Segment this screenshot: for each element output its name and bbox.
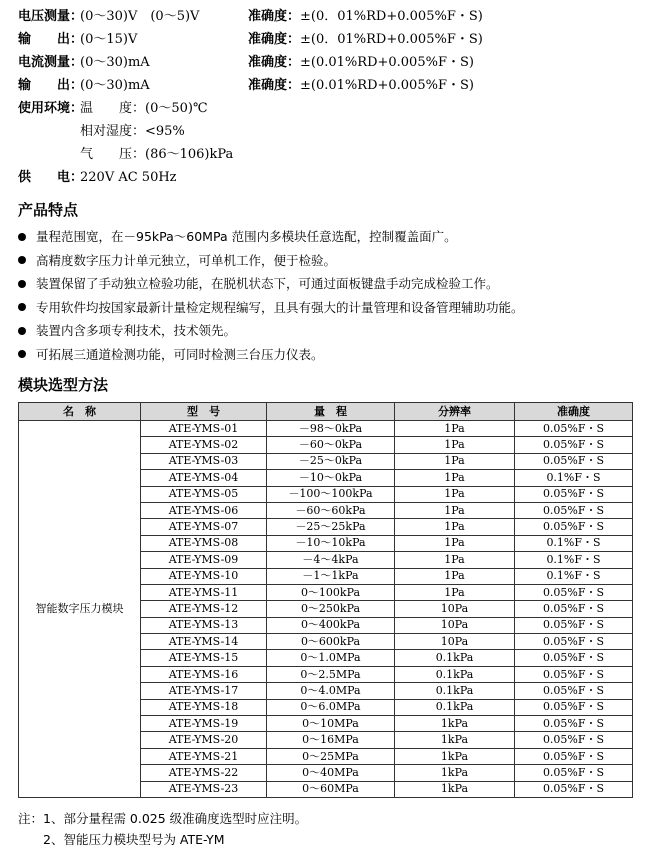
resolution-cell: 10Pa bbox=[395, 634, 515, 650]
humidity-value: 相对湿度：<95% bbox=[80, 124, 185, 139]
spec-value: (0～30)mA bbox=[80, 78, 150, 93]
table-body bbox=[19, 421, 633, 798]
resolution-cell: 1kPa bbox=[395, 716, 515, 732]
range-cell: －25～0kPa bbox=[267, 453, 395, 469]
model-cell: ATE-YMS-16 bbox=[141, 666, 267, 682]
feature-text: 量程范围宽，在－95kPa～60MPa 范围内多模块任意选配，控制覆盖面广。 bbox=[36, 229, 457, 244]
resolution-cell: 0.1kPa bbox=[395, 650, 515, 666]
accuracy-value: ±(0．01%RD+0.005%F・S) bbox=[300, 9, 483, 24]
feature-item bbox=[18, 225, 638, 249]
spec-label: 电流测量： bbox=[18, 55, 84, 70]
header-resolution: 分辨率 bbox=[395, 403, 515, 421]
spec-label: 电压测量： bbox=[18, 9, 84, 24]
resolution-cell: 1Pa bbox=[395, 486, 515, 502]
note-1: 注：1、部分量程需 0.025 级准确度选型时应注明。 bbox=[18, 811, 308, 826]
temperature-value: 温 度：(0～50)℃ bbox=[80, 101, 208, 116]
range-cell: －1～1kPa bbox=[267, 568, 395, 584]
spec-label: 输 出： bbox=[18, 78, 84, 93]
accuracy-cell: 0.05%F・S bbox=[515, 732, 633, 748]
model-cell: ATE-YMS-21 bbox=[141, 748, 267, 764]
model-cell: ATE-YMS-19 bbox=[141, 716, 267, 732]
spec-accuracy bbox=[248, 6, 483, 28]
accuracy-cell: 0.05%F・S bbox=[515, 601, 633, 617]
bullet-icon bbox=[18, 327, 26, 335]
accuracy-cell: 0.05%F・S bbox=[515, 584, 633, 600]
feature-item bbox=[18, 296, 638, 320]
header-name: 名 称 bbox=[19, 403, 141, 421]
selection-title: 模块选型方法 bbox=[18, 376, 109, 394]
spec-label: 输 出： bbox=[18, 32, 84, 47]
resolution-cell: 10Pa bbox=[395, 601, 515, 617]
range-cell: －100～100kPa bbox=[267, 486, 395, 502]
spec-accuracy bbox=[248, 75, 474, 97]
range-cell: 0～400kPa bbox=[267, 617, 395, 633]
features-title: 产品特点 bbox=[18, 201, 79, 219]
model-cell: ATE-YMS-22 bbox=[141, 765, 267, 781]
resolution-cell: 1kPa bbox=[395, 748, 515, 764]
accuracy-value: ±(0．01%RD+0.005%F・S) bbox=[300, 32, 483, 47]
model-table bbox=[18, 402, 633, 798]
range-cell: －25～25kPa bbox=[267, 519, 395, 535]
range-cell: －10～0kPa bbox=[267, 470, 395, 486]
accuracy-cell: 0.05%F・S bbox=[515, 453, 633, 469]
model-cell: ATE-YMS-18 bbox=[141, 699, 267, 715]
range-cell: 0～10MPa bbox=[267, 716, 395, 732]
resolution-cell: 1Pa bbox=[395, 552, 515, 568]
model-cell: ATE-YMS-11 bbox=[141, 584, 267, 600]
spec-value: (0～30)mA bbox=[80, 55, 150, 70]
resolution-cell: 0.1kPa bbox=[395, 683, 515, 699]
accuracy-value: ±(0.01%RD+0.005%F・S) bbox=[300, 78, 474, 93]
spec-accuracy bbox=[248, 52, 474, 74]
header-model: 型 号 bbox=[141, 403, 267, 421]
range-cell: 0～2.5MPa bbox=[267, 666, 395, 682]
range-cell: 0～60MPa bbox=[267, 781, 395, 797]
accuracy-cell: 0.05%F・S bbox=[515, 699, 633, 715]
accuracy-cell: 0.05%F・S bbox=[515, 666, 633, 682]
resolution-cell: 0.1kPa bbox=[395, 699, 515, 715]
accuracy-label: 准确度： bbox=[248, 78, 301, 93]
feature-text: 装置内含多项专利技术，技术领先。 bbox=[36, 323, 237, 339]
header-accuracy: 准确度 bbox=[515, 403, 633, 421]
features-list bbox=[18, 225, 638, 367]
notes bbox=[18, 808, 307, 850]
range-cell: －4～4kPa bbox=[267, 552, 395, 568]
accuracy-cell: 0.05%F・S bbox=[515, 765, 633, 781]
model-cell: ATE-YMS-03 bbox=[141, 453, 267, 469]
range-cell: 0～25MPa bbox=[267, 748, 395, 764]
model-cell: ATE-YMS-09 bbox=[141, 552, 267, 568]
model-cell: ATE-YMS-20 bbox=[141, 732, 267, 748]
resolution-cell: 1Pa bbox=[395, 453, 515, 469]
accuracy-cell: 0.05%F・S bbox=[515, 716, 633, 732]
range-cell: 0～40MPa bbox=[267, 765, 395, 781]
range-cell: 0～100kPa bbox=[267, 584, 395, 600]
bullet-icon bbox=[18, 256, 26, 264]
range-cell: 0～16MPa bbox=[267, 732, 395, 748]
accuracy-label: 准确度： bbox=[248, 9, 301, 24]
pressure-value: 气 压：(86～106)kPa bbox=[80, 147, 234, 162]
range-cell: －98～0kPa bbox=[267, 421, 395, 437]
feature-text: 高精度数字压力计单元独立，可单机工作，便于检验。 bbox=[36, 252, 337, 268]
range-cell: －60～60kPa bbox=[267, 502, 395, 518]
spec-accuracy bbox=[248, 29, 483, 51]
range-cell: 0～600kPa bbox=[267, 634, 395, 650]
accuracy-cell: 0.1%F・S bbox=[515, 535, 633, 551]
range-cell: －10～10kPa bbox=[267, 535, 395, 551]
model-cell: ATE-YMS-23 bbox=[141, 781, 267, 797]
resolution-cell: 1kPa bbox=[395, 781, 515, 797]
spec-value: (0～15)V bbox=[80, 32, 138, 47]
accuracy-cell: 0.05%F・S bbox=[515, 781, 633, 797]
environment-label: 使用环境： bbox=[18, 101, 84, 116]
accuracy-cell: 0.05%F・S bbox=[515, 748, 633, 764]
resolution-cell: 1Pa bbox=[395, 437, 515, 453]
resolution-cell: 1Pa bbox=[395, 519, 515, 535]
resolution-cell: 1Pa bbox=[395, 470, 515, 486]
model-cell: ATE-YMS-08 bbox=[141, 535, 267, 551]
resolution-cell: 1Pa bbox=[395, 568, 515, 584]
model-cell: ATE-YMS-15 bbox=[141, 650, 267, 666]
accuracy-cell: 0.05%F・S bbox=[515, 617, 633, 633]
bullet-icon bbox=[18, 303, 26, 311]
model-cell: ATE-YMS-06 bbox=[141, 502, 267, 518]
accuracy-cell: 0.05%F・S bbox=[515, 683, 633, 699]
accuracy-cell: 0.05%F・S bbox=[515, 437, 633, 453]
group-name-cell: 智能数字压力模块 bbox=[19, 421, 141, 798]
accuracy-cell: 0.05%F・S bbox=[515, 486, 633, 502]
feature-text: 专用软件均按国家最新计量检定规程编写，且具有强大的计量管理和设备管理辅助功能。 bbox=[36, 299, 524, 315]
bullet-icon bbox=[18, 233, 26, 241]
resolution-cell: 0.1kPa bbox=[395, 666, 515, 682]
model-cell: ATE-YMS-01 bbox=[141, 421, 267, 437]
accuracy-value: ±(0.01%RD+0.005%F・S) bbox=[300, 55, 474, 70]
resolution-cell: 1Pa bbox=[395, 584, 515, 600]
feature-text: 可拓展三通道检测功能，可同时检测三台压力仪表。 bbox=[36, 346, 324, 362]
header-range: 量 程 bbox=[267, 403, 395, 421]
feature-text: 装置保留了手动独立检验功能，在脱机状态下，可通过面板键盘手动完成检验工作。 bbox=[36, 276, 499, 292]
feature-item bbox=[18, 272, 638, 296]
resolution-cell: 10Pa bbox=[395, 617, 515, 633]
resolution-cell: 1Pa bbox=[395, 535, 515, 551]
range-cell: 0～6.0MPa bbox=[267, 699, 395, 715]
accuracy-label: 准确度： bbox=[248, 32, 301, 47]
accuracy-cell: 0.05%F・S bbox=[515, 650, 633, 666]
model-cell: ATE-YMS-12 bbox=[141, 601, 267, 617]
feature-item bbox=[18, 343, 638, 367]
feature-item bbox=[18, 249, 638, 273]
accuracy-cell: 0.1%F・S bbox=[515, 552, 633, 568]
range-cell: 0～4.0MPa bbox=[267, 683, 395, 699]
note-2: 2、智能压力模块型号为 ATE-YM bbox=[18, 832, 225, 847]
model-cell: ATE-YMS-10 bbox=[141, 568, 267, 584]
accuracy-cell: 0.05%F・S bbox=[515, 421, 633, 437]
resolution-cell: 1Pa bbox=[395, 421, 515, 437]
model-cell: ATE-YMS-02 bbox=[141, 437, 267, 453]
accuracy-cell: 0.1%F・S bbox=[515, 470, 633, 486]
range-cell: 0～1.0MPa bbox=[267, 650, 395, 666]
resolution-cell: 1kPa bbox=[395, 732, 515, 748]
accuracy-cell: 0.1%F・S bbox=[515, 568, 633, 584]
accuracy-label: 准确度： bbox=[248, 55, 301, 70]
accuracy-cell: 0.05%F・S bbox=[515, 519, 633, 535]
range-cell: －60～0kPa bbox=[267, 437, 395, 453]
accuracy-cell: 0.05%F・S bbox=[515, 634, 633, 650]
model-cell: ATE-YMS-05 bbox=[141, 486, 267, 502]
model-cell: ATE-YMS-07 bbox=[141, 519, 267, 535]
table-header-row bbox=[19, 403, 633, 421]
model-cell: ATE-YMS-17 bbox=[141, 683, 267, 699]
model-cell: ATE-YMS-13 bbox=[141, 617, 267, 633]
table-row bbox=[19, 421, 633, 437]
bullet-icon bbox=[18, 280, 26, 288]
bullet-icon bbox=[18, 350, 26, 358]
power-label: 供 电： bbox=[18, 170, 84, 185]
model-cell: ATE-YMS-14 bbox=[141, 634, 267, 650]
accuracy-cell: 0.05%F・S bbox=[515, 502, 633, 518]
feature-item bbox=[18, 319, 638, 343]
spec-value: (0～30)V (0～5)V bbox=[80, 9, 200, 24]
resolution-cell: 1Pa bbox=[395, 502, 515, 518]
range-cell: 0～250kPa bbox=[267, 601, 395, 617]
power-value: 220V AC 50Hz bbox=[80, 170, 177, 185]
model-cell: ATE-YMS-04 bbox=[141, 470, 267, 486]
resolution-cell: 1kPa bbox=[395, 765, 515, 781]
